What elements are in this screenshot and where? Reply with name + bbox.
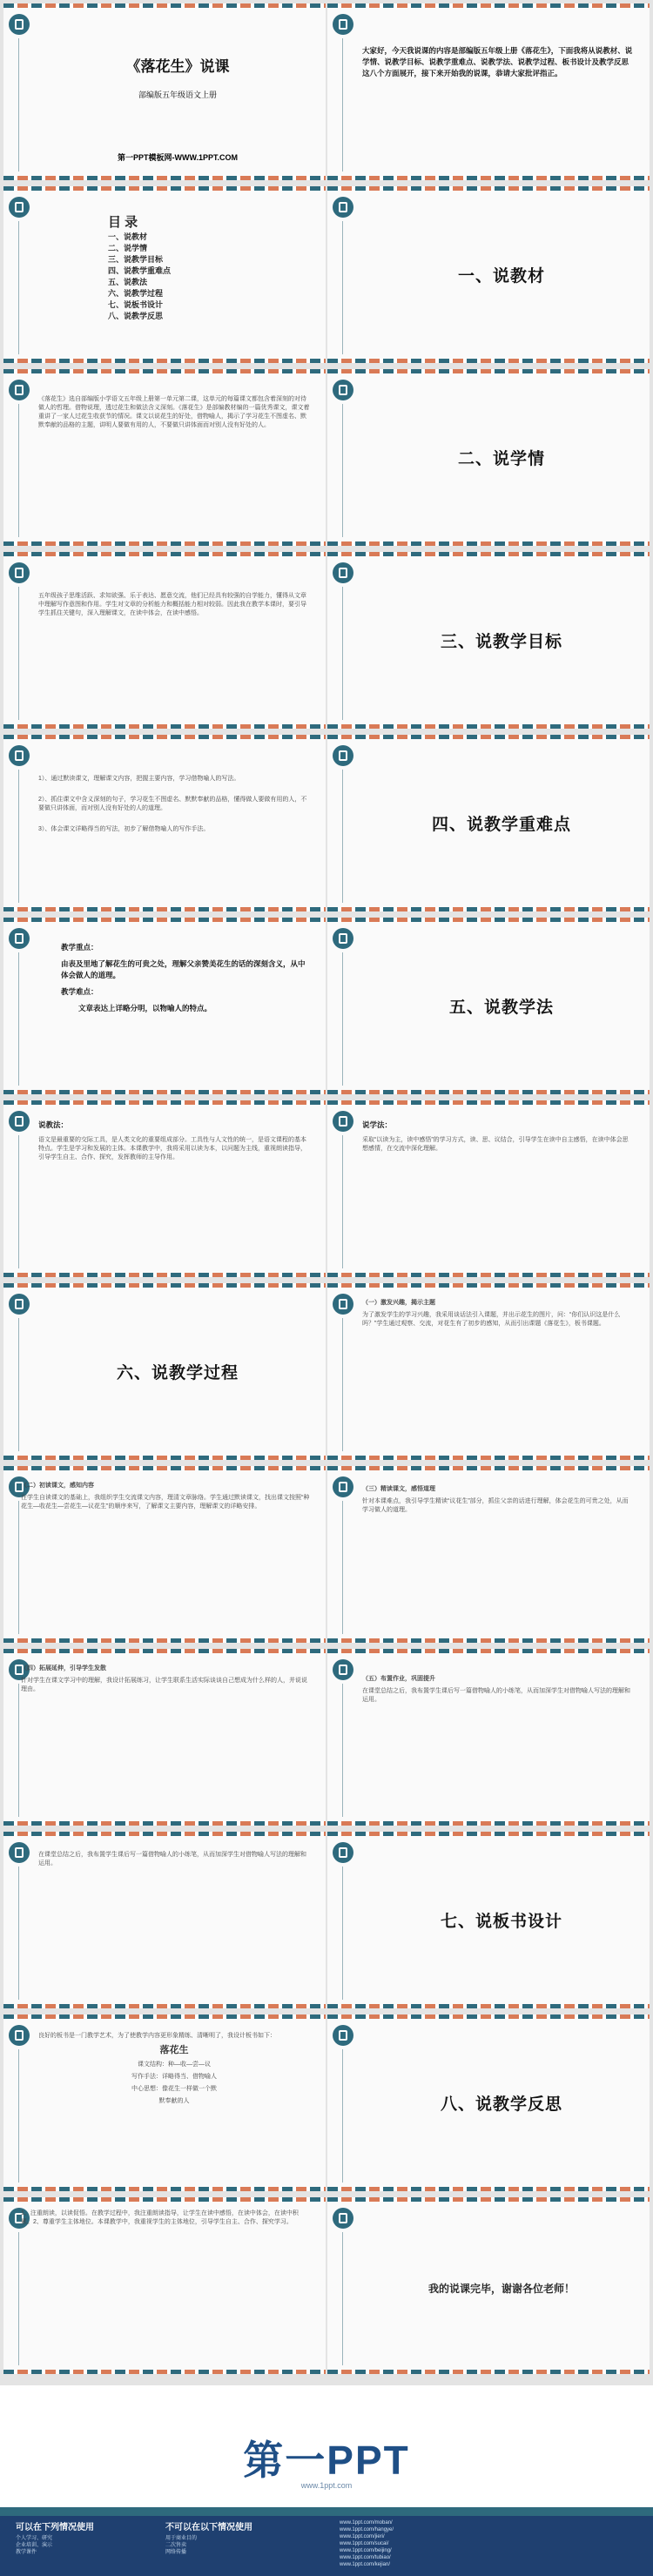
lesson-title: 《落花生》说课 xyxy=(125,58,230,75)
stripe-bar xyxy=(3,552,326,556)
slide-keypoints xyxy=(3,918,326,1094)
stripe-bar xyxy=(327,918,650,922)
body-text: 针对学生在课文学习中的理解，我设计拓展练习，让学生联系生活实际谈谈自己想成为什么样的人，并说说理由。 xyxy=(21,1678,307,1692)
slide-process-3 xyxy=(327,1466,650,1643)
slide-homework xyxy=(3,1832,326,2008)
stripe-bar xyxy=(327,1283,650,1288)
stripe-bar xyxy=(3,1832,326,1836)
step-label: （二）初读课文，感知内容 xyxy=(21,1483,94,1489)
divider-line xyxy=(18,38,19,172)
slide-toc xyxy=(3,186,326,363)
body-text: 《落花生》选自部编版小学语文五年级上册第一单元第二课，这单元的每篇课文都包含着深刻的对待做人的哲理。借物说理，透过花生和做法含义深刻。《落花生》是部编教材编的一篇优秀课文，课文着重讲了一家人过花生收获节的情况。课文以说花生的好处，借物喻人，揭示了学习花生不图虚名、默默奉献的品格的主题，讲明人要做有用的人，不要做只讲体面而对别人没有好处的人。 xyxy=(38,396,310,428)
slide-title xyxy=(3,3,326,180)
book-icon xyxy=(333,1659,353,1680)
footer xyxy=(0,2385,653,2576)
site-link[interactable]: www.1ppt.com/tubiao/ xyxy=(340,2555,391,2560)
stripe-bar xyxy=(327,2187,650,2191)
book-icon xyxy=(333,380,353,400)
toc-item: 二、说学情 xyxy=(108,244,148,252)
divider-line xyxy=(18,2232,19,2365)
stripe-bar xyxy=(3,1649,326,1653)
body-text: 为了激发学生的学习兴趣，我采用谈话法引入课题，并出示花生的图片，问：“你们认识这是什么吗？”学生通过观察、交流，对花生有了初步的感知，从而引出课题《落花生》，板书课题。 xyxy=(362,1312,621,1327)
slide-reflection xyxy=(3,2197,326,2374)
slide-process-1 xyxy=(327,1283,650,1460)
toc-item: 七、说板书设计 xyxy=(108,300,164,309)
book-icon xyxy=(9,2025,30,2046)
slide-process-4 xyxy=(3,1649,326,1826)
book-icon xyxy=(9,928,30,949)
divider-line xyxy=(342,1501,343,1634)
section-title: 二、说学情 xyxy=(457,450,545,468)
board-intro: 良好的板书是一门教学艺术，为了使教学内容更形象精练、清晰明了，我设计板书如下： xyxy=(38,2033,276,2039)
stripe-bar xyxy=(3,1100,326,1105)
site-link[interactable]: www.1ppt.com/moban/ xyxy=(340,2520,393,2526)
divider-line xyxy=(342,1866,343,2000)
stripe-bar xyxy=(327,1832,650,1836)
slide-process-2 xyxy=(3,1466,326,1643)
book-icon xyxy=(333,197,353,218)
slide-section-3 xyxy=(327,552,650,729)
book-icon xyxy=(333,928,353,949)
slide-section-7 xyxy=(327,1832,650,2008)
slide-section-2 xyxy=(327,369,650,546)
divider-line xyxy=(18,952,19,1086)
stripe-bar xyxy=(3,1638,326,1643)
divider-line xyxy=(342,38,343,172)
section-title: 六、说教学过程 xyxy=(116,1364,239,1382)
divider-line xyxy=(342,770,343,903)
stripe-bar xyxy=(3,1466,326,1470)
body-text: 针对本课难点，我引导学生精读“议花生”部分，抓住父亲的话进行理解，体会花生的可贵之处，从而学习做人的道理。 xyxy=(362,1498,629,1513)
stripe-bar xyxy=(3,1090,326,1094)
allowed-item: 个人学习、研究 xyxy=(16,2536,53,2541)
book-icon xyxy=(333,1842,353,1863)
toc-item: 四、说教学重难点 xyxy=(108,266,172,275)
stripe-bar xyxy=(327,1821,650,1826)
book-icon xyxy=(333,2025,353,2046)
stripe-bar xyxy=(327,359,650,363)
method-label: 说学法： xyxy=(362,1120,393,1129)
stripe-bar xyxy=(327,724,650,729)
stripe-bar xyxy=(327,2014,650,2019)
slide-intro xyxy=(327,3,650,180)
focus-label: 教学重点： xyxy=(61,943,98,952)
stripe-bar xyxy=(327,907,650,911)
divider-line xyxy=(18,1684,19,1817)
stripe-bar xyxy=(3,2187,326,2191)
logo-text: 第一PPT xyxy=(243,2438,410,2483)
allowed-use xyxy=(16,2516,164,2556)
stripe-bar xyxy=(327,1466,650,1470)
site-link[interactable]: www.1ppt.com/hangye/ xyxy=(340,2527,394,2532)
site-link[interactable]: www.1ppt.com/kejian/ xyxy=(340,2562,391,2567)
stripe-bar xyxy=(327,1649,650,1653)
stripe-bar xyxy=(3,2014,326,2019)
divider-line xyxy=(342,221,343,354)
book-icon xyxy=(9,380,30,400)
stripe-bar xyxy=(327,735,650,739)
slide-section-6 xyxy=(3,1283,326,1460)
slide-ending xyxy=(327,2197,650,2374)
difficulty-text: 文章表达上详略分明，以物喻人的特点。 xyxy=(78,1004,212,1012)
book-icon xyxy=(333,1476,353,1497)
toc-item: 三、说教学目标 xyxy=(108,255,164,264)
stripe-bar xyxy=(3,3,326,8)
stripe-bar xyxy=(327,1100,650,1105)
divider-line xyxy=(18,404,19,537)
divider-line xyxy=(342,404,343,537)
slide-teaching-method xyxy=(3,1100,326,1277)
body-text: 1、注重朗读，以读促悟。在教学过程中，我注重朗读指导，让学生在读中感悟，在读中体会，在读中积累。2、尊重学生主体地位。本课教学中，我重视学生的主体地位，引导学生自主、合作、探究学习。 xyxy=(21,2210,299,2225)
stripe-bar xyxy=(3,1283,326,1288)
site-link[interactable]: www.1ppt.com/jieri/ xyxy=(340,2534,385,2539)
stripe-bar xyxy=(327,176,650,180)
stripe-bar xyxy=(3,735,326,739)
focus-text: 由表及里地了解花生的可贵之处，理解父亲赞美花生的话的深刻含义，从中体会做人的道理。 xyxy=(61,959,306,979)
stripe-bar xyxy=(3,918,326,922)
stripe-bar xyxy=(3,907,326,911)
divider-line xyxy=(342,2232,343,2365)
divider-line xyxy=(18,221,19,354)
body-text: 采取“以读为主，读中感悟”的学习方式，读、思、议结合，引导学生在读中自主感悟，在读中体会思想感情，在交流中深化理解。 xyxy=(362,1137,629,1152)
body-text: 五年级孩子思维活跃、求知欲强、乐于表达、愿意交流，他们已经具有较强的自学能力，懂得从文章中理解写作意图和作用。学生对文章的分析能力和概括能力相对较弱。因此我在教学本课时，要引导学生抓住关键句，深入理解课文，在读中体会，在读中感悟。 xyxy=(38,593,306,616)
toc-list xyxy=(108,232,171,322)
divider-line xyxy=(18,1135,19,1268)
brand-logo xyxy=(0,2385,653,2507)
slide-section-8 xyxy=(327,2014,650,2191)
section-title: 五、说教学法 xyxy=(448,999,554,1017)
stripe-bar xyxy=(3,1821,326,1826)
step-label: （一）激发兴趣，揭示主题 xyxy=(362,1300,435,1306)
book-icon xyxy=(9,1111,30,1132)
toc-item: 五、说教法 xyxy=(108,278,148,286)
method-label: 说教法： xyxy=(38,1120,69,1129)
body-text: 语文是最重要的交际工具，是人类文化的重要组成部分。工具性与人文性的统一，是语文课程的基本特点。学生是学习和发展的主体。本课教学中，我将采用以读为本，以问题为主线，重视朗读指导，引导学生自主、合作、探究，发挥教师的主导作用。 xyxy=(38,1137,306,1160)
site-link[interactable]: www.1ppt.com/beijing/ xyxy=(340,2548,392,2553)
divider-line xyxy=(342,1135,343,1268)
difficulty-label: 教学难点： xyxy=(61,987,98,996)
step-label: （四）拓展延伸，引导学生发散 xyxy=(21,1665,106,1671)
goal-item: 1）、通过默读课文，理解课文内容，把握主要内容，学习借物喻人的写法。 xyxy=(38,776,240,782)
toc-heading: 目 录 xyxy=(108,215,138,230)
book-icon xyxy=(9,745,30,766)
stripe-bar xyxy=(3,541,326,546)
slide-goals xyxy=(3,735,326,911)
book-icon xyxy=(333,1294,353,1315)
slide-students xyxy=(3,552,326,729)
logo-url: www.1ppt.com xyxy=(300,2481,353,2490)
allowed-item: 教学课件 xyxy=(16,2550,37,2555)
stripe-bar xyxy=(327,369,650,373)
section-title: 四、说教学重难点 xyxy=(431,816,571,834)
intro-text: 大家好，今天我说课的内容是部编版五年级上册《落花生》，下面我将从说教材、说学情、说教学目标、说教学重难点、说教学法、说教学过程、板书设计及教学反思这八个方面展开，接下来开始我的说课，恭请大家批评指正。 xyxy=(362,46,633,77)
book-icon xyxy=(9,1294,30,1315)
stripe-bar xyxy=(3,1273,326,1277)
stripe-bar xyxy=(327,552,650,556)
slide-section-5 xyxy=(327,918,650,1094)
slide-board xyxy=(3,2014,326,2191)
closing-text: 我的说课完毕，谢谢各位老师！ xyxy=(427,2283,575,2295)
section-title: 三、说教学目标 xyxy=(440,633,562,651)
stripe-bar xyxy=(3,724,326,729)
board-line: 写作手法：详略得当、借物喻人 xyxy=(131,2074,217,2080)
divider-line xyxy=(342,952,343,1086)
book-icon xyxy=(9,197,30,218)
site-link[interactable]: www.1ppt.com/sucai/ xyxy=(340,2541,389,2546)
book-icon xyxy=(9,1842,30,1863)
slide-section-4 xyxy=(327,735,650,911)
lesson-subtitle: 部编版五年级语文上册 xyxy=(138,91,217,99)
step-label: （五）布置作业，巩固提升 xyxy=(362,1676,435,1682)
board-line: 课文结构：种—收—尝—议 xyxy=(138,2061,211,2068)
step-label: （三）精读课文，感悟道理 xyxy=(362,1486,435,1492)
slide-section-1 xyxy=(327,186,650,363)
stripe-bar xyxy=(327,2004,650,2008)
body-text: 在课堂总结之后，我布置学生课后写一篇借物喻人的小练笔，从而加深学生对借物喻人写法的理解和运用。 xyxy=(362,1688,630,1703)
stripe-bar xyxy=(327,186,650,191)
stripe-bar xyxy=(3,369,326,373)
book-icon xyxy=(9,562,30,583)
goal-item: 3）、体会课文详略得当的写法，初步了解借物喻人的写作手法。 xyxy=(38,826,210,832)
slide-learning-method xyxy=(327,1100,650,1277)
section-title: 七、说板书设计 xyxy=(440,1913,562,1931)
toc-item: 八、说教学反思 xyxy=(108,312,164,320)
stripe-bar xyxy=(327,2370,650,2374)
stripe-bar xyxy=(327,1273,650,1277)
stripe-bar xyxy=(3,186,326,191)
goal-item: 2）、抓住课文中含义深刻的句子，学习花生不图虚名、默默奉献的品格，懂得做人要做有用的人，不要做只讲体面，而对别人没有好处的人的道理。 xyxy=(38,797,307,811)
stripe-bar xyxy=(327,1638,650,1643)
book-icon xyxy=(9,14,30,35)
divider-line xyxy=(18,2049,19,2183)
section-title: 八、说教学反思 xyxy=(440,2095,562,2114)
divider-line xyxy=(342,2049,343,2183)
stripe-bar xyxy=(3,2370,326,2374)
stripe-bar xyxy=(327,2197,650,2202)
divider-line xyxy=(342,587,343,720)
disallowed-use xyxy=(165,2516,313,2556)
usage-rules xyxy=(0,2516,653,2576)
body-text: 在课堂总结之后，我布置学生课后写一篇借物喻人的小练笔，从而加深学生对借物喻人写法的理解和运用。 xyxy=(38,1852,306,1866)
divider-line xyxy=(18,1866,19,2000)
book-icon xyxy=(333,1111,353,1132)
divider-line xyxy=(342,1318,343,1451)
disallowed-title: 不可以在以下情况使用 xyxy=(165,2523,252,2532)
book-icon xyxy=(333,745,353,766)
toc-item: 一、说教材 xyxy=(108,232,148,241)
section-title: 一、说教材 xyxy=(457,267,545,286)
disallowed-item: 网络传播 xyxy=(165,2550,187,2555)
board-title: 落花生 xyxy=(159,2045,189,2055)
divider-line xyxy=(18,587,19,720)
credit-text: 第一PPT模板网-WWW.1PPT.COM xyxy=(118,153,238,162)
divider-line xyxy=(18,1318,19,1451)
disallowed-item: 二次售卖 xyxy=(165,2543,187,2548)
slide-process-5 xyxy=(327,1649,650,1826)
slide-textbook xyxy=(3,369,326,546)
divider-line xyxy=(342,1684,343,1817)
link-list xyxy=(340,2519,394,2568)
divider-line xyxy=(18,1501,19,1634)
stripe-bar xyxy=(327,541,650,546)
stripe-bar xyxy=(327,3,650,8)
disallowed-item: 用于商业目的 xyxy=(165,2536,198,2541)
allowed-title: 可以在下列情况使用 xyxy=(16,2523,94,2532)
board-line: 中心思想：像花生一样做一个默 xyxy=(131,2086,217,2092)
board-line: 默奉献的人 xyxy=(158,2098,190,2104)
stripe-bar xyxy=(3,359,326,363)
body-text: 在学生自读课文的基础上，我组织学生交流课文内容，理清文章脉络。学生通过默读课文，找出课文按照“种花生—收花生—尝花生—议花生”的顺序来写，了解课文主要内容，理解课文的详略安排。 xyxy=(21,1495,310,1510)
book-icon xyxy=(333,562,353,583)
book-icon xyxy=(333,2208,353,2229)
stripe-bar xyxy=(3,2004,326,2008)
stripe-bar xyxy=(327,1456,650,1460)
allowed-item: 企业培训、演示 xyxy=(16,2543,53,2548)
toc-item: 六、说教学过程 xyxy=(108,289,164,298)
stripe-bar xyxy=(327,1090,650,1094)
divider-line xyxy=(18,770,19,903)
stripe-bar xyxy=(0,2507,653,2516)
stripe-bar xyxy=(3,2197,326,2202)
stripe-bar xyxy=(3,176,326,180)
book-icon xyxy=(333,14,353,35)
stripe-bar xyxy=(3,1456,326,1460)
